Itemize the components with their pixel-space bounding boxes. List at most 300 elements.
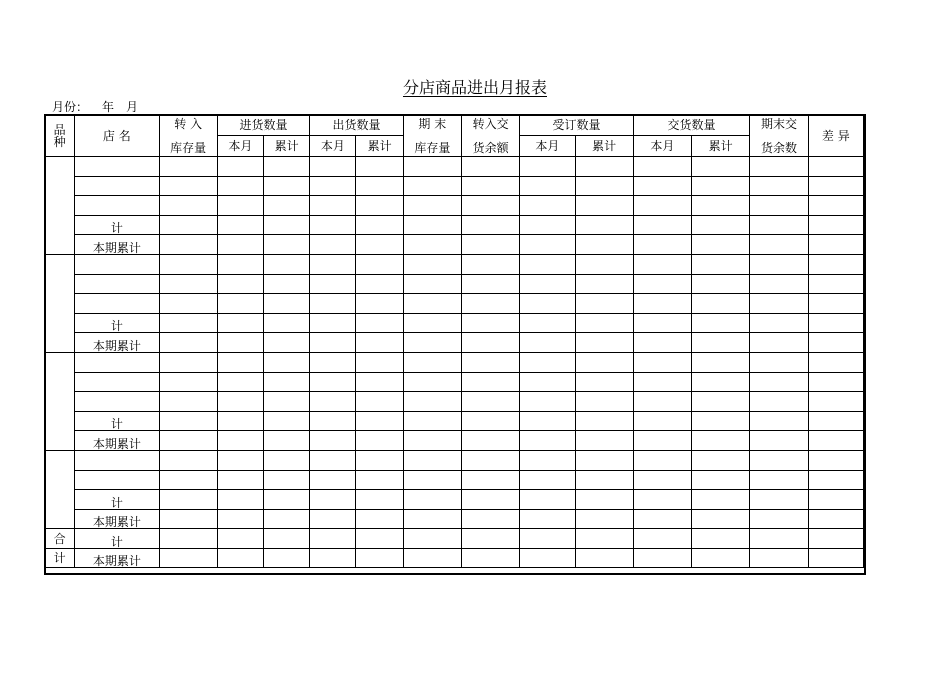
- data-cell: [310, 372, 356, 392]
- data-cell: [520, 294, 575, 314]
- data-cell: [217, 352, 263, 372]
- data-cell: [159, 313, 217, 333]
- header-shipment-this-month: 本月: [310, 136, 356, 157]
- data-cell: [633, 431, 691, 451]
- data-cell: [403, 529, 461, 549]
- data-cell: [264, 215, 310, 235]
- table-row: [45, 509, 864, 529]
- data-cell: [264, 254, 310, 274]
- store-name-cell: [75, 470, 159, 490]
- data-cell: [808, 254, 863, 274]
- data-cell: [403, 254, 461, 274]
- subtotal-label: 计: [75, 411, 159, 431]
- data-cell: [633, 157, 691, 177]
- header-delivery-qty: 交货数量: [633, 115, 750, 136]
- data-cell: [461, 313, 519, 333]
- period-cumulative-label: 本期累计: [75, 333, 159, 353]
- data-cell: [633, 470, 691, 490]
- data-cell: [692, 411, 750, 431]
- data-cell: [575, 431, 633, 451]
- data-cell: [692, 254, 750, 274]
- data-cell: [633, 509, 691, 529]
- data-cell: [264, 372, 310, 392]
- header-delivery-this-month: 本月: [633, 136, 691, 157]
- table-row: [45, 431, 864, 451]
- data-cell: [520, 235, 575, 255]
- data-cell: [520, 313, 575, 333]
- header-ending-delivery-balance: 期末交 货余数: [750, 115, 808, 157]
- data-cell: [692, 196, 750, 216]
- data-cell: [575, 392, 633, 412]
- data-cell: [808, 392, 863, 412]
- data-cell: [692, 529, 750, 549]
- data-cell: [692, 274, 750, 294]
- data-cell: [575, 470, 633, 490]
- data-cell: [310, 490, 356, 510]
- data-cell: [808, 509, 863, 529]
- data-cell: [159, 529, 217, 549]
- data-cell: [520, 392, 575, 412]
- data-cell: [403, 313, 461, 333]
- data-cell: [520, 215, 575, 235]
- data-cell: [575, 294, 633, 314]
- data-cell: [575, 529, 633, 549]
- data-cell: [403, 176, 461, 196]
- data-cell: [356, 431, 403, 451]
- table-row: [45, 215, 864, 235]
- data-cell: [159, 235, 217, 255]
- data-cell: [520, 274, 575, 294]
- data-cell: [520, 411, 575, 431]
- table-row: [45, 274, 864, 294]
- data-cell: [310, 313, 356, 333]
- data-cell: [310, 294, 356, 314]
- data-cell: [633, 254, 691, 274]
- data-cell: [692, 470, 750, 490]
- data-cell: [750, 333, 808, 353]
- data-cell: [520, 352, 575, 372]
- store-name-cell: [75, 294, 159, 314]
- data-cell: [692, 548, 750, 568]
- data-cell: [310, 235, 356, 255]
- data-cell: [217, 157, 263, 177]
- data-cell: [217, 176, 263, 196]
- data-cell: [633, 235, 691, 255]
- data-cell: [633, 352, 691, 372]
- data-cell: [633, 411, 691, 431]
- month-line: [52, 98, 152, 115]
- data-cell: [461, 215, 519, 235]
- data-cell: [575, 372, 633, 392]
- data-cell: [159, 450, 217, 470]
- total-label-he: 合: [45, 529, 75, 549]
- table-row: [45, 157, 864, 177]
- data-cell: [356, 490, 403, 510]
- data-cell: [520, 529, 575, 549]
- data-cell: [403, 509, 461, 529]
- data-cell: [461, 509, 519, 529]
- table-row: [45, 176, 864, 196]
- month-unit: 月: [126, 100, 139, 114]
- data-cell: [575, 215, 633, 235]
- data-cell: [310, 352, 356, 372]
- data-cell: [356, 254, 403, 274]
- data-cell: [808, 196, 863, 216]
- data-cell: [403, 450, 461, 470]
- data-cell: [159, 294, 217, 314]
- data-cell: [356, 235, 403, 255]
- data-cell: [461, 490, 519, 510]
- data-cell: [217, 294, 263, 314]
- data-cell: [461, 176, 519, 196]
- header-purchase-cumulative: 累计: [264, 136, 310, 157]
- data-cell: [633, 333, 691, 353]
- data-cell: [633, 294, 691, 314]
- data-cell: [633, 274, 691, 294]
- data-cell: [356, 215, 403, 235]
- data-cell: [159, 470, 217, 490]
- data-cell: [692, 313, 750, 333]
- data-cell: [356, 274, 403, 294]
- data-cell: [159, 352, 217, 372]
- data-cell: [520, 470, 575, 490]
- data-cell: [264, 509, 310, 529]
- total-label-ji: 计: [45, 548, 75, 568]
- data-cell: [264, 450, 310, 470]
- data-cell: [692, 450, 750, 470]
- data-cell: [356, 196, 403, 216]
- data-cell: [808, 470, 863, 490]
- data-cell: [159, 548, 217, 568]
- data-cell: [575, 313, 633, 333]
- header-difference: 差 异: [808, 115, 863, 157]
- data-cell: [750, 529, 808, 549]
- data-cell: [461, 274, 519, 294]
- store-name-cell: [75, 450, 159, 470]
- data-cell: [633, 450, 691, 470]
- data-cell: [692, 372, 750, 392]
- data-cell: [159, 254, 217, 274]
- data-cell: [750, 548, 808, 568]
- data-cell: [575, 548, 633, 568]
- data-cell: [356, 509, 403, 529]
- data-cell: [750, 294, 808, 314]
- subtotal-label: 计: [75, 313, 159, 333]
- data-cell: [808, 176, 863, 196]
- data-cell: [750, 392, 808, 412]
- data-cell: [356, 529, 403, 549]
- data-cell: [217, 509, 263, 529]
- table-row: [45, 235, 864, 255]
- data-cell: [310, 450, 356, 470]
- data-cell: [575, 411, 633, 431]
- data-cell: [264, 529, 310, 549]
- data-cell: [310, 431, 356, 451]
- data-cell: [264, 352, 310, 372]
- data-cell: [159, 176, 217, 196]
- data-cell: [159, 509, 217, 529]
- data-cell: [692, 215, 750, 235]
- data-cell: [403, 548, 461, 568]
- data-cell: [461, 529, 519, 549]
- data-cell: [808, 490, 863, 510]
- data-cell: [356, 157, 403, 177]
- table-row: [45, 372, 864, 392]
- data-cell: [264, 294, 310, 314]
- table-row: [45, 392, 864, 412]
- data-cell: [633, 215, 691, 235]
- data-cell: [692, 352, 750, 372]
- data-cell: [808, 352, 863, 372]
- data-cell: [692, 235, 750, 255]
- data-cell: [750, 254, 808, 274]
- data-cell: [575, 352, 633, 372]
- data-cell: [461, 411, 519, 431]
- report-table: [44, 114, 864, 568]
- total-row: [45, 529, 864, 549]
- data-cell: [159, 157, 217, 177]
- data-cell: [575, 450, 633, 470]
- data-cell: [403, 490, 461, 510]
- data-cell: [808, 274, 863, 294]
- data-cell: [461, 372, 519, 392]
- data-cell: [217, 196, 263, 216]
- data-cell: [808, 157, 863, 177]
- data-cell: [264, 313, 310, 333]
- data-cell: [356, 450, 403, 470]
- data-cell: [750, 372, 808, 392]
- data-cell: [692, 392, 750, 412]
- header-category: 品 种: [45, 115, 75, 157]
- data-cell: [310, 411, 356, 431]
- data-cell: [356, 470, 403, 490]
- data-cell: [403, 196, 461, 216]
- data-cell: [217, 411, 263, 431]
- store-name-cell: [75, 157, 159, 177]
- data-cell: [692, 509, 750, 529]
- data-cell: [461, 470, 519, 490]
- data-cell: [310, 470, 356, 490]
- year-label: 年: [102, 100, 115, 114]
- data-cell: [461, 548, 519, 568]
- total-row: [45, 548, 864, 568]
- data-cell: [461, 254, 519, 274]
- category-cell: [45, 450, 75, 528]
- data-cell: [750, 274, 808, 294]
- table-row: [45, 352, 864, 372]
- data-cell: [633, 176, 691, 196]
- store-name-cell: [75, 176, 159, 196]
- data-cell: [264, 196, 310, 216]
- data-cell: [808, 450, 863, 470]
- month-label: 月份：: [52, 100, 89, 114]
- data-cell: [808, 431, 863, 451]
- data-cell: [159, 196, 217, 216]
- data-cell: [575, 196, 633, 216]
- data-cell: [750, 411, 808, 431]
- data-cell: [264, 548, 310, 568]
- data-cell: [356, 411, 403, 431]
- data-cell: [403, 274, 461, 294]
- data-cell: [750, 490, 808, 510]
- data-cell: [310, 548, 356, 568]
- data-cell: [750, 196, 808, 216]
- data-cell: [217, 450, 263, 470]
- data-cell: [633, 529, 691, 549]
- data-cell: [633, 196, 691, 216]
- data-cell: [217, 215, 263, 235]
- data-cell: [403, 235, 461, 255]
- data-cell: [520, 176, 575, 196]
- data-cell: [808, 529, 863, 549]
- header-row-1: [45, 115, 864, 136]
- data-cell: [217, 235, 263, 255]
- data-cell: [520, 450, 575, 470]
- store-name-cell: [75, 254, 159, 274]
- data-cell: [403, 215, 461, 235]
- data-cell: [461, 333, 519, 353]
- data-cell: [159, 215, 217, 235]
- data-cell: [461, 235, 519, 255]
- data-cell: [808, 411, 863, 431]
- data-cell: [575, 157, 633, 177]
- data-cell: [356, 176, 403, 196]
- data-cell: [264, 274, 310, 294]
- data-cell: [633, 392, 691, 412]
- data-cell: [217, 529, 263, 549]
- data-cell: [692, 490, 750, 510]
- table-row: [45, 333, 864, 353]
- data-cell: [310, 274, 356, 294]
- data-cell: [575, 490, 633, 510]
- data-cell: [461, 431, 519, 451]
- data-cell: [461, 450, 519, 470]
- data-cell: [750, 450, 808, 470]
- data-cell: [808, 294, 863, 314]
- data-cell: [356, 333, 403, 353]
- data-cell: [520, 431, 575, 451]
- data-cell: [264, 392, 310, 412]
- data-cell: [159, 490, 217, 510]
- data-cell: [403, 392, 461, 412]
- data-cell: [403, 294, 461, 314]
- data-cell: [750, 470, 808, 490]
- store-name-cell: [75, 392, 159, 412]
- data-cell: [217, 254, 263, 274]
- data-cell: [575, 274, 633, 294]
- data-cell: [520, 254, 575, 274]
- data-cell: [159, 431, 217, 451]
- data-cell: [692, 176, 750, 196]
- data-cell: [403, 411, 461, 431]
- period-cumulative-label: 本期累计: [75, 548, 159, 568]
- data-cell: [692, 157, 750, 177]
- data-cell: [575, 235, 633, 255]
- data-cell: [520, 548, 575, 568]
- data-cell: [461, 294, 519, 314]
- data-cell: [403, 470, 461, 490]
- data-cell: [264, 157, 310, 177]
- header-transfer-delivery-balance: 转入交 货余额: [461, 115, 519, 157]
- table-row: [45, 470, 864, 490]
- data-cell: [217, 392, 263, 412]
- data-cell: [633, 548, 691, 568]
- data-cell: [808, 333, 863, 353]
- header-order-this-month: 本月: [520, 136, 575, 157]
- data-cell: [356, 294, 403, 314]
- data-cell: [808, 372, 863, 392]
- header-ending-stock: 期 末 库存量: [403, 115, 461, 157]
- header-store-name: 店 名: [75, 115, 159, 157]
- header-purchase-this-month: 本月: [217, 136, 263, 157]
- table-row: [45, 450, 864, 470]
- report-title: 分店商品进出月报表: [402, 78, 547, 97]
- subtotal-label: 计: [75, 490, 159, 510]
- data-cell: [159, 392, 217, 412]
- table-row: [45, 196, 864, 216]
- data-cell: [461, 196, 519, 216]
- data-cell: [403, 333, 461, 353]
- data-cell: [159, 333, 217, 353]
- data-cell: [520, 196, 575, 216]
- data-cell: [310, 215, 356, 235]
- data-cell: [264, 470, 310, 490]
- subtotal-label: 计: [75, 529, 159, 549]
- data-cell: [461, 157, 519, 177]
- period-cumulative-label: 本期累计: [75, 509, 159, 529]
- data-cell: [310, 509, 356, 529]
- data-cell: [575, 176, 633, 196]
- data-cell: [808, 313, 863, 333]
- data-cell: [356, 313, 403, 333]
- data-cell: [520, 157, 575, 177]
- data-cell: [575, 254, 633, 274]
- table-row: [45, 294, 864, 314]
- header-shipment-qty: 出货数量: [310, 115, 403, 136]
- data-cell: [461, 392, 519, 412]
- data-cell: [520, 372, 575, 392]
- data-cell: [808, 235, 863, 255]
- data-cell: [356, 548, 403, 568]
- data-cell: [403, 352, 461, 372]
- data-cell: [356, 392, 403, 412]
- category-cell: [45, 352, 75, 450]
- header-transfer-in-stock: 转 入 库存量: [159, 115, 217, 157]
- data-cell: [310, 333, 356, 353]
- store-name-cell: [75, 352, 159, 372]
- data-cell: [356, 372, 403, 392]
- data-cell: [808, 215, 863, 235]
- period-cumulative-label: 本期累计: [75, 235, 159, 255]
- store-name-cell: [75, 274, 159, 294]
- data-cell: [520, 333, 575, 353]
- data-cell: [575, 333, 633, 353]
- period-cumulative-label: 本期累计: [75, 431, 159, 451]
- data-cell: [310, 176, 356, 196]
- data-cell: [264, 490, 310, 510]
- data-cell: [750, 215, 808, 235]
- category-cell: [45, 157, 75, 255]
- data-cell: [403, 372, 461, 392]
- data-cell: [692, 294, 750, 314]
- data-cell: [750, 235, 808, 255]
- table-row: [45, 490, 864, 510]
- data-cell: [264, 333, 310, 353]
- data-cell: [750, 313, 808, 333]
- data-cell: [217, 490, 263, 510]
- data-cell: [808, 548, 863, 568]
- data-cell: [217, 548, 263, 568]
